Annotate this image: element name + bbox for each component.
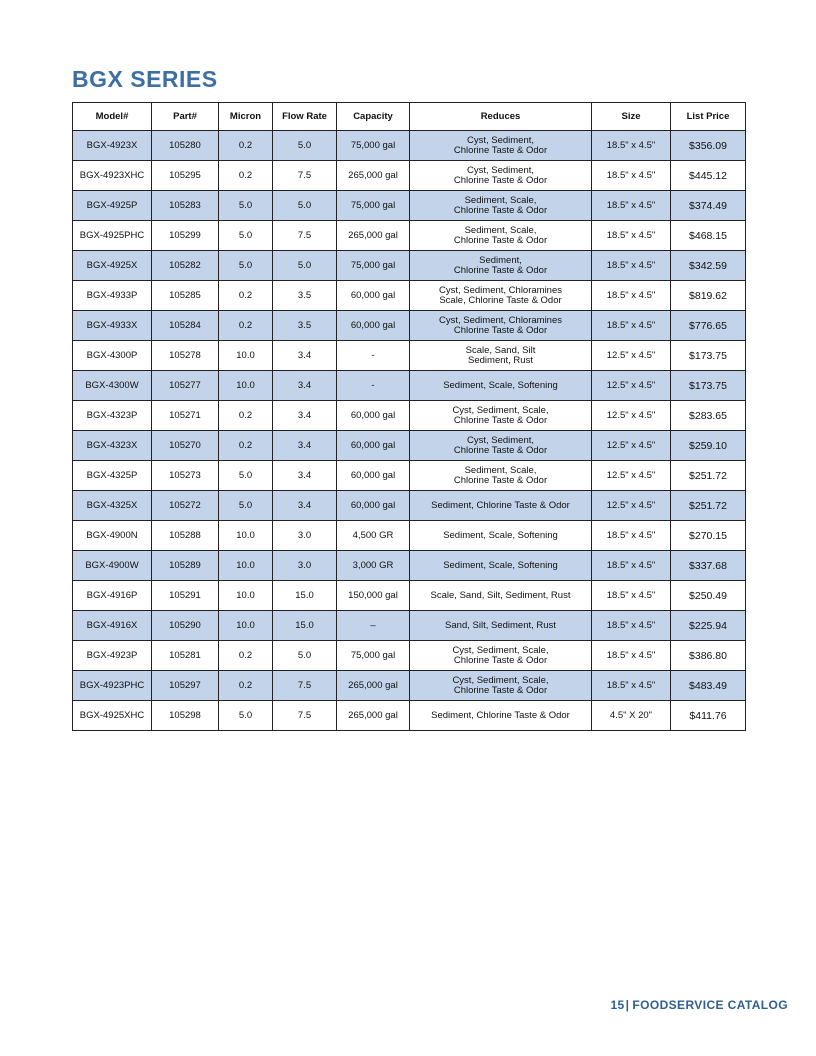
reduces-line: Cyst, Sediment, Chloramines xyxy=(438,284,563,296)
cell-part: 105289 xyxy=(152,551,219,581)
cell-flow-rate: 15.0 xyxy=(273,611,337,641)
reduces-line: Cyst, Sediment, Scale, xyxy=(452,644,549,656)
reduces-line: Sediment, Rust xyxy=(468,354,533,366)
cell-size: 18.5" x 4.5" xyxy=(592,581,671,611)
reduces-line: Sediment, Scale, Softening xyxy=(443,529,558,541)
cell-capacity: 60,000 gal xyxy=(337,431,410,461)
cell-list-price: $342.59 xyxy=(671,251,746,281)
cell-reduces xyxy=(410,611,592,641)
cell-flow-rate: 7.5 xyxy=(273,671,337,701)
table-row xyxy=(73,521,746,551)
header-flow-rate: Flow Rate xyxy=(273,103,337,131)
table-row xyxy=(73,611,746,641)
cell-size: 18.5" x 4.5" xyxy=(592,641,671,671)
table-row xyxy=(73,251,746,281)
cell-micron: 5.0 xyxy=(219,221,273,251)
cell-reduces xyxy=(410,221,592,251)
cell-size: 12.5" x 4.5" xyxy=(592,461,671,491)
cell-list-price: $386.80 xyxy=(671,641,746,671)
cell-model: BGX-4925P xyxy=(73,191,152,221)
cell-flow-rate: 5.0 xyxy=(273,131,337,161)
cell-model: BGX-4923P xyxy=(73,641,152,671)
cell-model: BGX-4325X xyxy=(73,491,152,521)
cell-micron: 0.2 xyxy=(219,161,273,191)
cell-list-price: $337.68 xyxy=(671,551,746,581)
cell-flow-rate: 3.4 xyxy=(273,431,337,461)
header-part: Part# xyxy=(152,103,219,131)
reduces-line: Cyst, Sediment, Scale, xyxy=(452,404,549,416)
cell-micron: 5.0 xyxy=(219,251,273,281)
cell-flow-rate: 3.4 xyxy=(273,341,337,371)
cell-reduces xyxy=(410,461,592,491)
cell-size: 18.5" x 4.5" xyxy=(592,251,671,281)
table-row xyxy=(73,641,746,671)
cell-reduces xyxy=(410,131,592,161)
cell-reduces xyxy=(410,311,592,341)
header-micron: Micron xyxy=(219,103,273,131)
cell-part: 105270 xyxy=(152,431,219,461)
table-row xyxy=(73,671,746,701)
reduces-line: Chlorine Taste & Odor xyxy=(453,324,548,336)
reduces-line: Chlorine Taste & Odor xyxy=(453,684,548,696)
reduces-line: Sediment, Chlorine Taste & Odor xyxy=(431,709,570,721)
cell-flow-rate: 5.0 xyxy=(273,191,337,221)
cell-list-price: $411.76 xyxy=(671,701,746,731)
cell-capacity: 265,000 gal xyxy=(337,671,410,701)
table-row xyxy=(73,581,746,611)
reduces-line: Chlorine Taste & Odor xyxy=(453,444,548,456)
cell-flow-rate: 5.0 xyxy=(273,251,337,281)
cell-part: 105297 xyxy=(152,671,219,701)
cell-model: BGX-4325P xyxy=(73,461,152,491)
cell-capacity: 60,000 gal xyxy=(337,491,410,521)
cell-flow-rate: 3.4 xyxy=(273,401,337,431)
cell-list-price: $250.49 xyxy=(671,581,746,611)
cell-reduces xyxy=(410,671,592,701)
cell-reduces xyxy=(410,641,592,671)
table-row xyxy=(73,371,746,401)
cell-capacity: 75,000 gal xyxy=(337,191,410,221)
reduces-line: Chlorine Taste & Odor xyxy=(453,414,548,426)
cell-model: BGX-4900N xyxy=(73,521,152,551)
page-footer xyxy=(610,998,788,1012)
cell-model: BGX-4916X xyxy=(73,611,152,641)
cell-reduces xyxy=(410,551,592,581)
table-row xyxy=(73,221,746,251)
table-row xyxy=(73,161,746,191)
cell-capacity: – xyxy=(337,611,410,641)
table-row xyxy=(73,491,746,521)
cell-capacity: 60,000 gal xyxy=(337,401,410,431)
reduces-line: Cyst, Sediment, xyxy=(466,134,535,146)
cell-list-price: $445.12 xyxy=(671,161,746,191)
cell-micron: 0.2 xyxy=(219,401,273,431)
table-row xyxy=(73,341,746,371)
cell-micron: 0.2 xyxy=(219,431,273,461)
cell-reduces xyxy=(410,401,592,431)
cell-size: 18.5" x 4.5" xyxy=(592,161,671,191)
cell-micron: 0.2 xyxy=(219,671,273,701)
cell-model: BGX-4933P xyxy=(73,281,152,311)
header-list-price: List Price xyxy=(671,103,746,131)
cell-micron: 0.2 xyxy=(219,311,273,341)
cell-micron: 0.2 xyxy=(219,281,273,311)
cell-capacity: 4,500 GR xyxy=(337,521,410,551)
cell-micron: 5.0 xyxy=(219,701,273,731)
cell-part: 105278 xyxy=(152,341,219,371)
reduces-line: Sediment, Scale, xyxy=(464,224,537,236)
cell-flow-rate: 7.5 xyxy=(273,701,337,731)
cell-micron: 10.0 xyxy=(219,521,273,551)
cell-flow-rate: 3.0 xyxy=(273,551,337,581)
reduces-line: Cyst, Sediment, Chloramines xyxy=(438,314,563,326)
cell-reduces xyxy=(410,251,592,281)
reduces-line: Chlorine Taste & Odor xyxy=(453,174,548,186)
cell-reduces xyxy=(410,191,592,221)
header-capacity: Capacity xyxy=(337,103,410,131)
cell-micron: 5.0 xyxy=(219,191,273,221)
cell-part: 105288 xyxy=(152,521,219,551)
reduces-line: Sediment, Scale, Softening xyxy=(443,559,558,571)
cell-size: 18.5" x 4.5" xyxy=(592,191,671,221)
cell-capacity: 150,000 gal xyxy=(337,581,410,611)
reduces-line: Chlorine Taste & Odor xyxy=(453,474,548,486)
cell-part: 105291 xyxy=(152,581,219,611)
cell-size: 18.5" x 4.5" xyxy=(592,521,671,551)
cell-flow-rate: 3.4 xyxy=(273,491,337,521)
cell-list-price: $483.49 xyxy=(671,671,746,701)
cell-list-price: $270.15 xyxy=(671,521,746,551)
cell-list-price: $283.65 xyxy=(671,401,746,431)
cell-capacity: 265,000 gal xyxy=(337,221,410,251)
cell-part: 105281 xyxy=(152,641,219,671)
cell-capacity: 75,000 gal xyxy=(337,251,410,281)
table-header-row xyxy=(73,103,746,131)
cell-model: BGX-4916P xyxy=(73,581,152,611)
cell-size: 12.5" x 4.5" xyxy=(592,341,671,371)
cell-part: 105271 xyxy=(152,401,219,431)
header-reduces: Reduces xyxy=(410,103,592,131)
cell-size: 18.5" x 4.5" xyxy=(592,311,671,341)
cell-part: 105299 xyxy=(152,221,219,251)
cell-size: 18.5" x 4.5" xyxy=(592,281,671,311)
cell-capacity: - xyxy=(337,371,410,401)
cell-list-price: $819.62 xyxy=(671,281,746,311)
cell-reduces xyxy=(410,431,592,461)
reduces-line: Chlorine Taste & Odor xyxy=(453,144,548,156)
reduces-line: Scale, Chlorine Taste & Odor xyxy=(439,294,562,306)
page-number: 15 xyxy=(610,998,625,1012)
product-price-table xyxy=(72,102,746,731)
cell-flow-rate: 3.4 xyxy=(273,461,337,491)
reduces-line: Chlorine Taste & Odor xyxy=(453,234,548,246)
cell-capacity: 75,000 gal xyxy=(337,131,410,161)
reduces-line: Cyst, Sediment, Scale, xyxy=(452,674,549,686)
cell-part: 105284 xyxy=(152,311,219,341)
cell-model: BGX-4925X xyxy=(73,251,152,281)
table-row xyxy=(73,461,746,491)
reduces-line: Sediment, xyxy=(479,254,522,266)
reduces-line: Sand, Silt, Sediment, Rust xyxy=(445,619,556,631)
cell-list-price: $468.15 xyxy=(671,221,746,251)
header-size: Size xyxy=(592,103,671,131)
reduces-line: Chlorine Taste & Odor xyxy=(453,204,548,216)
table-row xyxy=(73,401,746,431)
reduces-line: Chlorine Taste & Odor xyxy=(453,264,548,276)
cell-capacity: - xyxy=(337,341,410,371)
cell-model: BGX-4923XHC xyxy=(73,161,152,191)
cell-size: 18.5" x 4.5" xyxy=(592,611,671,641)
cell-model: BGX-4923PHC xyxy=(73,671,152,701)
cell-part: 105295 xyxy=(152,161,219,191)
cell-capacity: 3,000 GR xyxy=(337,551,410,581)
cell-capacity: 265,000 gal xyxy=(337,701,410,731)
cell-flow-rate: 3.4 xyxy=(273,371,337,401)
cell-reduces xyxy=(410,701,592,731)
cell-part: 105280 xyxy=(152,131,219,161)
table-row xyxy=(73,701,746,731)
cell-list-price: $259.10 xyxy=(671,431,746,461)
cell-reduces xyxy=(410,161,592,191)
cell-capacity: 60,000 gal xyxy=(337,281,410,311)
cell-model: BGX-4923X xyxy=(73,131,152,161)
table-row xyxy=(73,281,746,311)
cell-part: 105290 xyxy=(152,611,219,641)
cell-size: 18.5" x 4.5" xyxy=(592,551,671,581)
cell-capacity: 60,000 gal xyxy=(337,311,410,341)
cell-part: 105273 xyxy=(152,461,219,491)
cell-capacity: 265,000 gal xyxy=(337,161,410,191)
cell-part: 105285 xyxy=(152,281,219,311)
page-title: BGX SERIES xyxy=(72,66,218,92)
reduces-line: Scale, Sand, Silt xyxy=(465,344,536,356)
cell-flow-rate: 3.5 xyxy=(273,311,337,341)
cell-size: 12.5" x 4.5" xyxy=(592,431,671,461)
table-row xyxy=(73,551,746,581)
reduces-line: Cyst, Sediment, xyxy=(466,434,535,446)
cell-list-price: $251.72 xyxy=(671,461,746,491)
cell-model: BGX-4925PHC xyxy=(73,221,152,251)
cell-flow-rate: 5.0 xyxy=(273,641,337,671)
cell-micron: 10.0 xyxy=(219,371,273,401)
cell-micron: 0.2 xyxy=(219,131,273,161)
cell-flow-rate: 3.5 xyxy=(273,281,337,311)
header-model: Model# xyxy=(73,103,152,131)
cell-list-price: $225.94 xyxy=(671,611,746,641)
reduces-line: Sediment, Scale, xyxy=(464,194,537,206)
table-row xyxy=(73,311,746,341)
cell-reduces xyxy=(410,491,592,521)
cell-list-price: $356.09 xyxy=(671,131,746,161)
reduces-line: Cyst, Sediment, xyxy=(466,164,535,176)
cell-model: BGX-4925XHC xyxy=(73,701,152,731)
cell-part: 105282 xyxy=(152,251,219,281)
table-row xyxy=(73,431,746,461)
cell-model: BGX-4323P xyxy=(73,401,152,431)
cell-reduces xyxy=(410,371,592,401)
cell-reduces xyxy=(410,281,592,311)
cell-model: BGX-4323X xyxy=(73,431,152,461)
cell-micron: 5.0 xyxy=(219,491,273,521)
table-row xyxy=(73,191,746,221)
cell-list-price: $173.75 xyxy=(671,341,746,371)
cell-flow-rate: 3.0 xyxy=(273,521,337,551)
footer-separator: | xyxy=(625,998,630,1012)
cell-model: BGX-4933X xyxy=(73,311,152,341)
cell-flow-rate: 7.5 xyxy=(273,161,337,191)
cell-list-price: $251.72 xyxy=(671,491,746,521)
cell-micron: 0.2 xyxy=(219,641,273,671)
cell-micron: 10.0 xyxy=(219,581,273,611)
cell-micron: 5.0 xyxy=(219,461,273,491)
catalog-label: FOODSERVICE CATALOG xyxy=(632,998,788,1012)
cell-list-price: $374.49 xyxy=(671,191,746,221)
cell-part: 105283 xyxy=(152,191,219,221)
cell-size: 18.5" x 4.5" xyxy=(592,131,671,161)
reduces-line: Sediment, Chlorine Taste & Odor xyxy=(431,499,570,511)
table-row xyxy=(73,131,746,161)
reduces-line: Sediment, Scale, xyxy=(464,464,537,476)
cell-size: 12.5" x 4.5" xyxy=(592,491,671,521)
cell-reduces xyxy=(410,521,592,551)
cell-micron: 10.0 xyxy=(219,611,273,641)
cell-flow-rate: 7.5 xyxy=(273,221,337,251)
cell-flow-rate: 15.0 xyxy=(273,581,337,611)
cell-size: 12.5" x 4.5" xyxy=(592,371,671,401)
cell-capacity: 60,000 gal xyxy=(337,461,410,491)
cell-reduces xyxy=(410,341,592,371)
cell-list-price: $776.65 xyxy=(671,311,746,341)
cell-size: 12.5" x 4.5" xyxy=(592,401,671,431)
cell-size: 4.5" X 20" xyxy=(592,701,671,731)
cell-capacity: 75,000 gal xyxy=(337,641,410,671)
cell-part: 105277 xyxy=(152,371,219,401)
cell-model: BGX-4900W xyxy=(73,551,152,581)
cell-micron: 10.0 xyxy=(219,551,273,581)
table-body xyxy=(73,131,746,731)
cell-reduces xyxy=(410,581,592,611)
reduces-line: Sediment, Scale, Softening xyxy=(443,379,558,391)
cell-model: BGX-4300P xyxy=(73,341,152,371)
cell-list-price: $173.75 xyxy=(671,371,746,401)
cell-micron: 10.0 xyxy=(219,341,273,371)
reduces-line: Scale, Sand, Silt, Sediment, Rust xyxy=(430,589,571,601)
cell-size: 18.5" x 4.5" xyxy=(592,221,671,251)
cell-model: BGX-4300W xyxy=(73,371,152,401)
cell-part: 105272 xyxy=(152,491,219,521)
cell-size: 18.5" x 4.5" xyxy=(592,671,671,701)
cell-part: 105298 xyxy=(152,701,219,731)
reduces-line: Chlorine Taste & Odor xyxy=(453,654,548,666)
